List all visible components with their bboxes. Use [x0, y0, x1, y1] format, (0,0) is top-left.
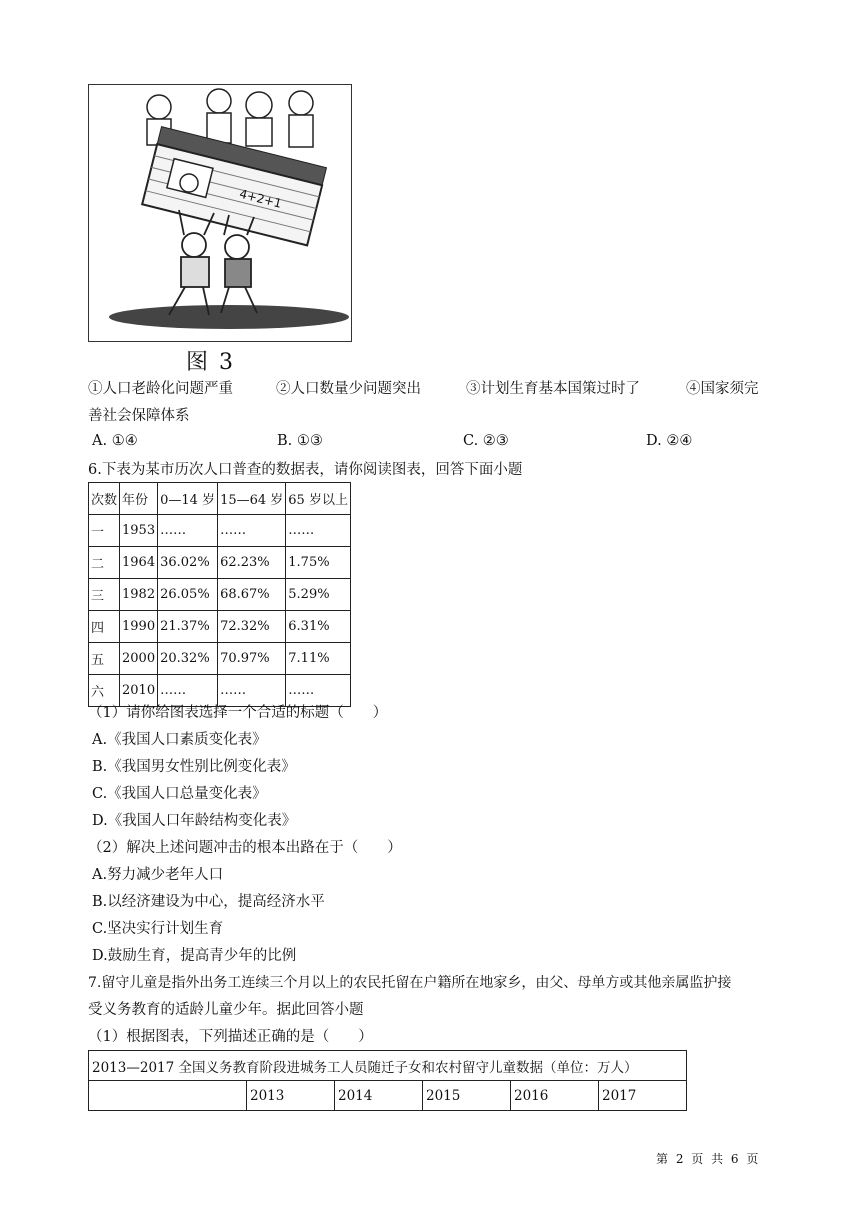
year-header: 2016: [511, 1081, 599, 1111]
q7-stem-line-1: 7.留守儿童是指外出务工连续三个月以上的农民托留在户籍所在地家乡，由父、母单方或其他亲属监护接: [88, 975, 732, 991]
statement-1: ①人口老龄化问题严重: [88, 381, 233, 397]
q6-stem: 6.下表为某市历次人口普查的数据表，请你阅读图表，回答下面小题: [88, 462, 523, 478]
table-header-row: [89, 1081, 687, 1111]
table-cell: 2010: [120, 675, 158, 707]
table-cell: 五: [89, 643, 120, 675]
table-cell: 7.11%: [286, 643, 351, 675]
table-cell: 四: [89, 611, 120, 643]
statement-3: ③计划生育基本国策过时了: [466, 381, 640, 397]
table-cell: ……: [158, 675, 218, 707]
table-title: 2013—2017 全国义务教育阶段进城务工人员随迁子女和农村留守儿童数据（单位：万人）: [89, 1051, 687, 1081]
table-cell: 26.05%: [158, 579, 218, 611]
table-title-row: [89, 1051, 687, 1081]
q6-sub1-option-c[interactable]: C.《我国人口总量变化表》: [92, 786, 267, 802]
table-cell: 6.31%: [286, 611, 351, 643]
header-cell: 年份: [120, 483, 158, 515]
table-cell: 5.29%: [286, 579, 351, 611]
table-header-row: [89, 483, 351, 515]
year-header: 2017: [599, 1081, 687, 1111]
table-cell: 72.32%: [218, 611, 286, 643]
header-cell: 0—14 岁: [158, 483, 218, 515]
header-cell: 15—64 岁: [218, 483, 286, 515]
q6-sub2-option-a[interactable]: A.努力减少老年人口: [92, 867, 224, 883]
q7-stem-line-2: 受义务教育的适龄儿童少年。据此回答小题: [88, 1002, 364, 1018]
table-cell: 六: [89, 675, 120, 707]
census-table: [88, 482, 351, 707]
table-cell: ……: [158, 515, 218, 547]
table-cell: 20.32%: [158, 643, 218, 675]
table-cell: 36.02%: [158, 547, 218, 579]
q6-sub2-question: （2）解决上述问题冲击的根本出路在于（ ）: [88, 840, 402, 856]
q5-option-c[interactable]: C. ②③: [463, 433, 509, 449]
table-row: [89, 579, 351, 611]
table-cell: ……: [286, 515, 351, 547]
cartoon-figure: [88, 84, 352, 342]
cartoon-illustration: [89, 85, 351, 341]
header-cell: 65 岁以上: [286, 483, 351, 515]
q6-sub1-question: （1）请你给图表选择一个合适的标题（ ）: [88, 705, 388, 721]
figure-caption: 图 3: [186, 350, 235, 375]
header-cell: 次数: [89, 483, 120, 515]
statement-4-continued: 善社会保障体系: [88, 408, 190, 424]
table-cell: 70.97%: [218, 643, 286, 675]
table-cell: 21.37%: [158, 611, 218, 643]
header-cell-empty: [89, 1081, 247, 1111]
table-row: [89, 547, 351, 579]
q5-option-a[interactable]: A. ①④: [92, 433, 138, 449]
year-header: 2013: [247, 1081, 335, 1111]
q6-sub1-option-a[interactable]: A.《我国人口素质变化表》: [92, 732, 267, 748]
table-cell: 二: [89, 547, 120, 579]
table-cell: 1953: [120, 515, 158, 547]
house-label: 4+2+1: [237, 186, 284, 211]
table-cell: 三: [89, 579, 120, 611]
q6-sub2-option-c[interactable]: C.坚决实行计划生育: [92, 921, 224, 937]
table-cell: 2000: [120, 643, 158, 675]
q6-sub2-option-b[interactable]: B.以经济建设为中心，提高经济水平: [92, 894, 325, 910]
table-row: [89, 675, 351, 707]
year-header: 2015: [423, 1081, 511, 1111]
table-cell: ……: [286, 675, 351, 707]
table-cell: 一: [89, 515, 120, 547]
year-header: 2014: [335, 1081, 423, 1111]
q6-sub1-option-b[interactable]: B.《我国男女性别比例变化表》: [92, 759, 296, 775]
statement-4: ④国家须完: [686, 381, 759, 397]
q5-option-b[interactable]: B. ①③: [277, 433, 323, 449]
table-row: [89, 643, 351, 675]
table-row: [89, 515, 351, 547]
table-cell: 1990: [120, 611, 158, 643]
children-data-table: [88, 1050, 687, 1111]
table-cell: 1964: [120, 547, 158, 579]
table-row: [89, 611, 351, 643]
table-cell: ……: [218, 675, 286, 707]
q6-sub1-option-d[interactable]: D.《我国人口年龄结构变化表》: [92, 813, 297, 829]
table-cell: 1982: [120, 579, 158, 611]
table-cell: 1.75%: [286, 547, 351, 579]
q5-option-d[interactable]: D. ②④: [646, 433, 693, 449]
table-cell: ……: [218, 515, 286, 547]
table-cell: 62.23%: [218, 547, 286, 579]
page-footer: 第 2 页 共 6 页: [656, 1152, 761, 1166]
q7-sub1-question: （1）根据图表，下列描述正确的是（ ）: [88, 1029, 373, 1045]
table-cell: 68.67%: [218, 579, 286, 611]
q6-sub2-option-d[interactable]: D.鼓励生育，提高青少年的比例: [92, 948, 297, 964]
statement-2: ②人口数量少问题突出: [276, 381, 421, 397]
